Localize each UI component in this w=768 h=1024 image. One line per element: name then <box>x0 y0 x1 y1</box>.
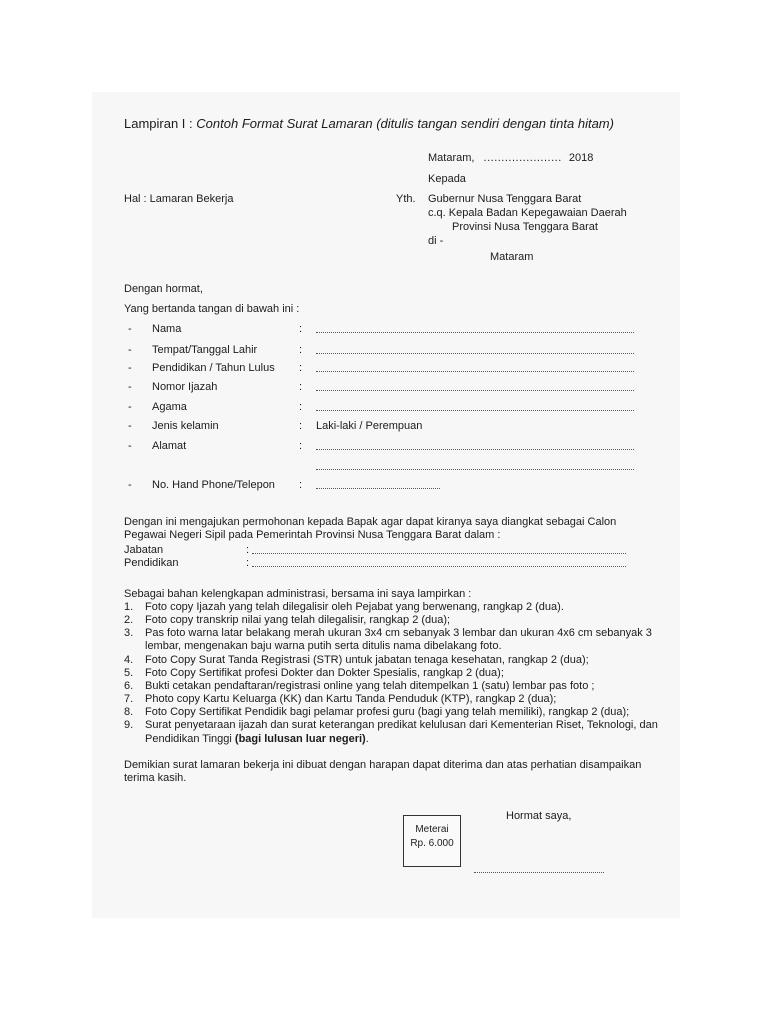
list-text: lembar, mengenakan baju warna putih serta ditulis nama dibelakang foto. <box>145 640 502 652</box>
recipient-line-2: c.q. Kepala Badan Kepegawaian Daerah <box>428 207 627 219</box>
recipient-line-1: Gubernur Nusa Tenggara Barat <box>428 193 582 205</box>
field-label: Pendidikan / Tahun Lulus <box>152 362 275 374</box>
list-text: Bukti cetakan pendaftaran/registrasi online yang telah ditempelkan 1 (satu) lembar pas foto ; <box>145 680 595 692</box>
jabatan-label: Jabatan <box>124 544 164 556</box>
document-heading <box>124 117 614 130</box>
field-label: Tempat/Tanggal Lahir <box>152 344 258 356</box>
salutation: Dengan hormat, <box>124 283 203 295</box>
request-line-2: Pegawai Negeri Sipil pada Pemerintah Provinsi Nusa Tenggara Barat dalam : <box>124 529 501 541</box>
field-colon: : <box>299 479 303 491</box>
field-fill-line[interactable] <box>316 449 634 450</box>
field-colon: : <box>299 381 303 393</box>
kepada-label: Kepada <box>428 173 466 185</box>
recipient-city: Mataram <box>490 251 534 263</box>
field-dash: - <box>128 344 132 356</box>
signature-line[interactable] <box>474 872 604 873</box>
list-text: Surat penyetaraan ijazah dan surat keterangan predikat kelulusan dari Kementerian Riset, Teknologi, dan <box>145 719 658 731</box>
recipient-line-3: Provinsi Nusa Tenggara Barat <box>452 221 598 233</box>
heading-title: Contoh Format Surat Lamaran (ditulis tangan sendiri dengan tinta hitam) <box>196 116 614 131</box>
field-colon: : <box>299 420 303 432</box>
overseas-graduates-note: (bagi lulusan luar negeri) <box>234 733 366 745</box>
date-year: 2018 <box>568 152 594 164</box>
field-fill-line[interactable] <box>316 371 634 372</box>
list-number: 6. <box>124 680 134 692</box>
field-label: No. Hand Phone/Telepon <box>152 479 275 491</box>
meterai-amount: Rp. 6.000 <box>410 838 454 849</box>
list-text: Photo copy Kartu Keluarga (KK) dan Kartu Tanda Penduduk (KTP), rangkap 2 (dua); <box>145 693 557 705</box>
field-fill-line[interactable] <box>316 332 634 333</box>
field-dash: - <box>128 323 132 335</box>
heading-prefix: Lampiran I : <box>124 116 193 131</box>
field-dash: - <box>128 420 132 432</box>
list-text: Foto copy Ijazah yang telah dilegalisir oleh Pejabat yang berwenang, rangkap 2 (dua). <box>145 601 564 613</box>
list-number: 8. <box>124 706 134 718</box>
list-text-continued <box>145 734 369 745</box>
place-city: Mataram, <box>428 152 475 164</box>
field-label: Alamat <box>152 440 187 452</box>
list-text: Foto Copy Sertifikat profesi Dokter dan Dokter Spesialis, rangkap 2 (dua); <box>145 667 504 679</box>
field-fill-line[interactable] <box>316 469 634 470</box>
attachments-intro: Sebagai bahan kelengkapan administrasi, bersama ini saya lampirkan : <box>124 588 472 600</box>
field-colon: : <box>299 323 303 335</box>
pendidikan-fill-line[interactable] <box>252 566 626 567</box>
field-colon: : <box>299 440 303 452</box>
date-blank: ...................... <box>483 152 562 164</box>
subject-line: Hal : Lamaran Bekerja <box>124 193 234 205</box>
intro-line: Yang bertanda tangan di bawah ini : <box>124 303 300 315</box>
list-text: Foto Copy Sertifikat Pendidik bagi pelamar profesi guru (bagi yang telah memiliki), rangkap 2 (dua); <box>145 706 630 718</box>
pendidikan-label: Pendidikan <box>124 557 179 569</box>
list-text: Pendidikan Tinggi <box>145 733 232 745</box>
field-fill-line[interactable] <box>316 488 440 489</box>
field-colon: : <box>299 362 303 374</box>
field-label: Nomor Ijazah <box>152 381 218 393</box>
pendidikan-colon: : <box>246 557 250 569</box>
field-label: Nama <box>152 323 182 335</box>
closing-line-2: terima kasih. <box>124 772 187 784</box>
field-label: Agama <box>152 401 187 413</box>
list-number: 1. <box>124 601 134 613</box>
list-text: Foto Copy Surat Tanda Registrasi (STR) untuk jabatan tenaga kesehatan, rangkap 2 (dua); <box>145 654 589 666</box>
closing-line-1: Demikian surat lamaran bekerja ini dibuat dengan harapan dapat diterima dan atas perhatian disampaikan <box>124 759 642 771</box>
field-dash: - <box>128 381 132 393</box>
meterai-label: Meterai <box>415 824 449 835</box>
place-date <box>428 153 593 164</box>
field-dash: - <box>128 401 132 413</box>
field-dash: - <box>128 440 132 452</box>
jabatan-fill-line[interactable] <box>252 553 626 554</box>
list-number: 5. <box>124 667 134 679</box>
list-text: Pas foto warna latar belakang merah ukuran 3x4 cm sebanyak 3 lembar dan ukuran 4x6 cm sebanyak 3 <box>145 627 652 639</box>
list-number: 2. <box>124 614 134 626</box>
field-fill-line[interactable] <box>316 390 634 391</box>
recipient-di: di - <box>428 235 444 247</box>
field-fill-line[interactable] <box>316 353 634 354</box>
list-number: 7. <box>124 693 134 705</box>
list-text-end: . <box>365 733 369 745</box>
list-number: 3. <box>124 627 134 639</box>
meterai-stamp-box <box>403 815 461 867</box>
jabatan-colon: : <box>246 544 250 556</box>
list-number: 9. <box>124 719 134 731</box>
field-colon: : <box>299 401 303 413</box>
hormat-saya: Hormat saya, <box>506 810 572 822</box>
field-label: Jenis kelamin <box>152 420 219 432</box>
field-fill-line[interactable] <box>316 410 634 411</box>
field-colon: : <box>299 344 303 356</box>
yth-label: Yth. <box>396 193 416 205</box>
gender-options: Laki-laki / Perempuan <box>316 420 423 432</box>
list-number: 4. <box>124 654 134 666</box>
request-line-1: Dengan ini mengajukan permohonan kepada Bapak agar dapat kiranya saya diangkat sebagai Calon <box>124 516 617 528</box>
field-dash: - <box>128 362 132 374</box>
list-text: Foto copy transkrip nilai yang telah dilegalisir, rangkap 2 (dua); <box>145 614 451 626</box>
field-dash: - <box>128 479 132 491</box>
